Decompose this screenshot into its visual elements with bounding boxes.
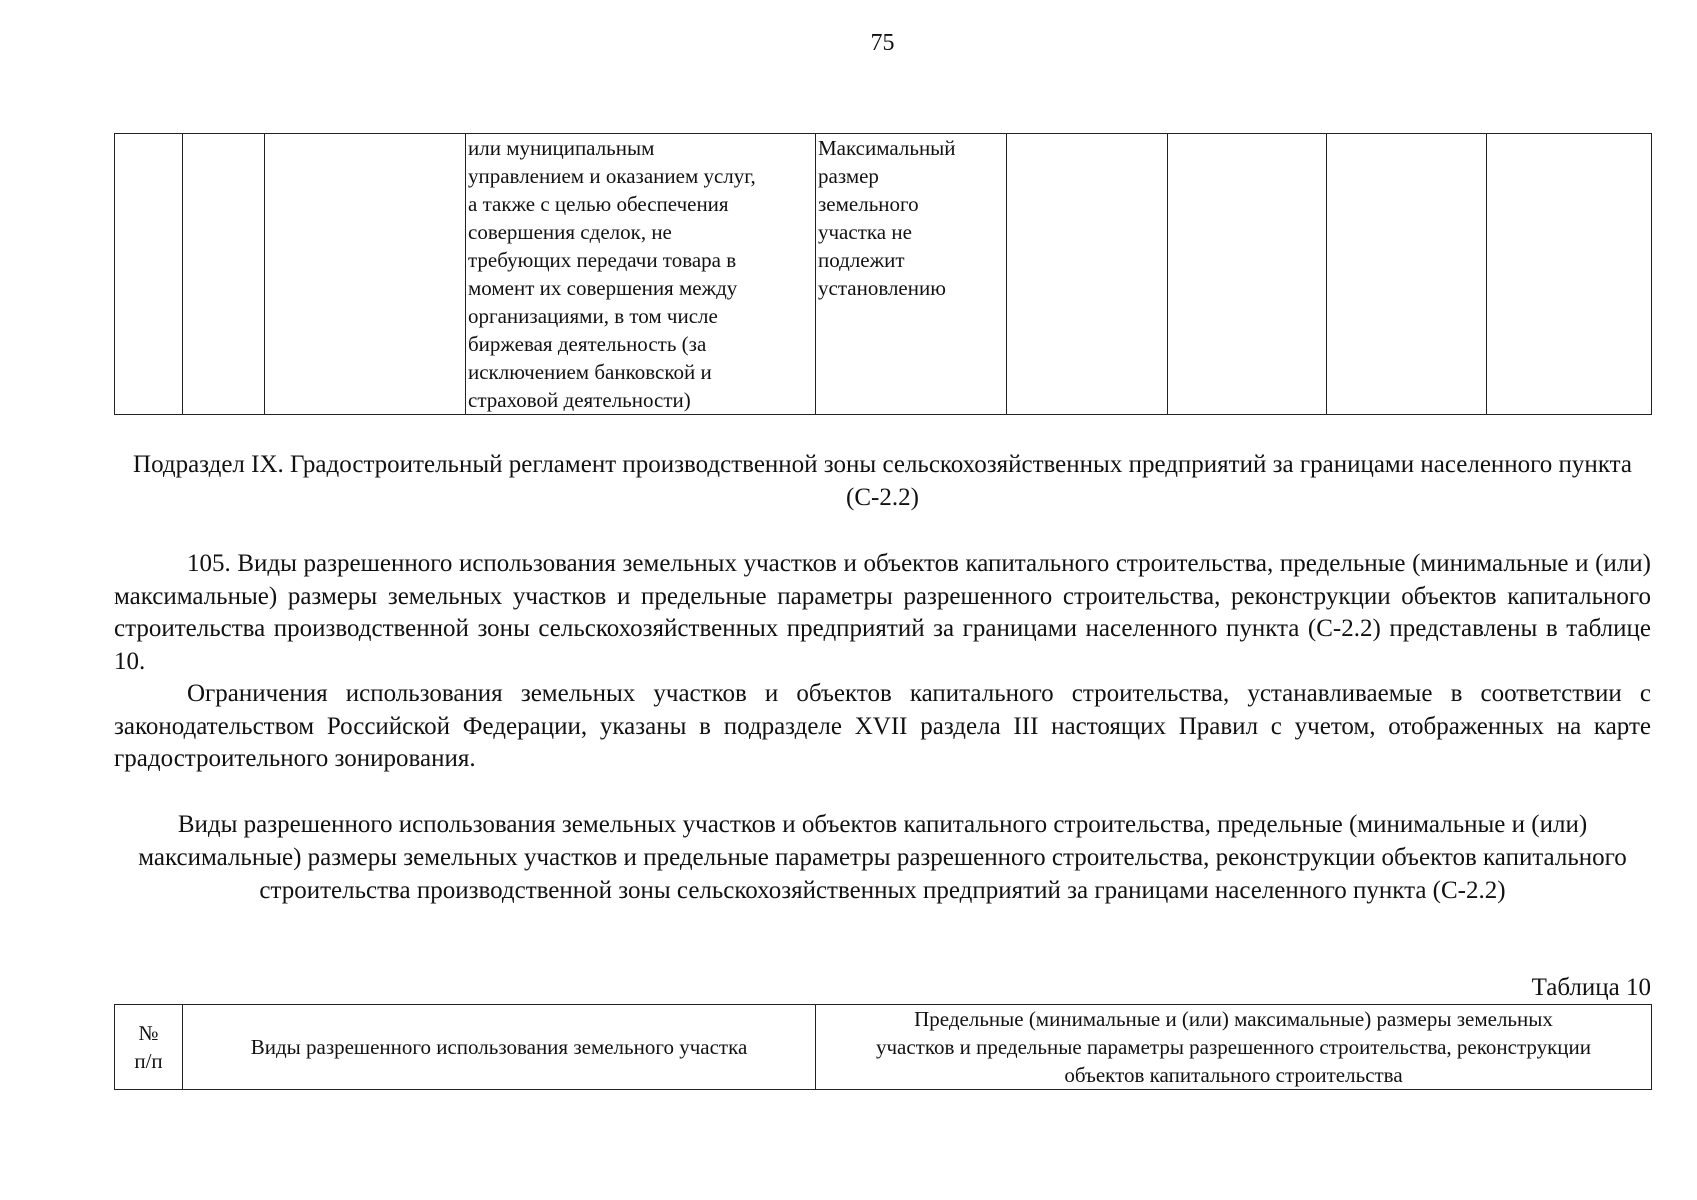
table-10 (114, 1004, 1652, 1090)
header-use-types: Виды разрешенного использования земельного участка (183, 1005, 816, 1090)
paragraph-restrictions: Ограничения использования земельных участков и объектов капитального строительства, устанавливаемые в соответствии с законодательством Российской Федерации, указаны в подразделе XVII раздела III настоящих Правил с учетом, отображенных на карте градостроительного зонирования. (114, 680, 1651, 772)
table-cell (466, 134, 816, 415)
table-label: Таблица 10 (1531, 974, 1651, 1001)
subsection-title: Подраздел IX. Градостроительный регламент производственной зоны сельскохозяйственных предприятий за границами населенного пункта (С-2.2) (133, 451, 1632, 511)
paragraph-105: 105. Виды разрешенного использования земельных участков и объектов капитального строительства, предельные (минимальные и (или) максимальные) размеры земельных участков и предельные параметры разрешенного строительства, реконструкции объектов капитального строительства производственной зоны сельскохозяйственных предприятий за границами населенного пункта (С-2.2) представлены в таблице 10. (114, 550, 1651, 675)
table-cell (115, 134, 183, 415)
page-number: 75 (870, 30, 895, 56)
table-cell (265, 134, 466, 415)
table-caption: Виды разрешенного использования земельных участков и объектов капитального строительства, предельные (минимальные и (или) максимальные) размеры земельных участков и предельные параметры разрешенного строительства, реконструкции объектов капитального строительства производственной зоны сельскохозяйственных предприятий за границами населенного пункта (С-2.2) (138, 811, 1627, 904)
continuation-table (114, 133, 1652, 415)
table-cell (1327, 134, 1487, 415)
table-cell (1487, 134, 1652, 415)
table-cell (183, 134, 265, 415)
parameter-cell: Максимальный размер земельного участка не подлежит установлению (818, 136, 956, 300)
table-header-row (115, 1005, 1652, 1090)
table-cell (816, 134, 1007, 415)
table-cell (1007, 134, 1168, 415)
header-parameters: Предельные (минимальные и (или) максимальные) размеры земельных участков и предельные параметры разрешенного строительства, реконструкции объектов капитального строительства (816, 1005, 1652, 1090)
header-number: № п/п (115, 1005, 183, 1090)
use-description-cell: или муниципальным управлением и оказанием услуг, а также с целью обеспечения совершения сделок, не требующих передачи товара в момент их совершения между организациями, в том числе биржевая деятельность (за исключением банковской и страховой деятельности) (468, 136, 756, 412)
table-row (115, 134, 1652, 415)
table-cell (1168, 134, 1327, 415)
